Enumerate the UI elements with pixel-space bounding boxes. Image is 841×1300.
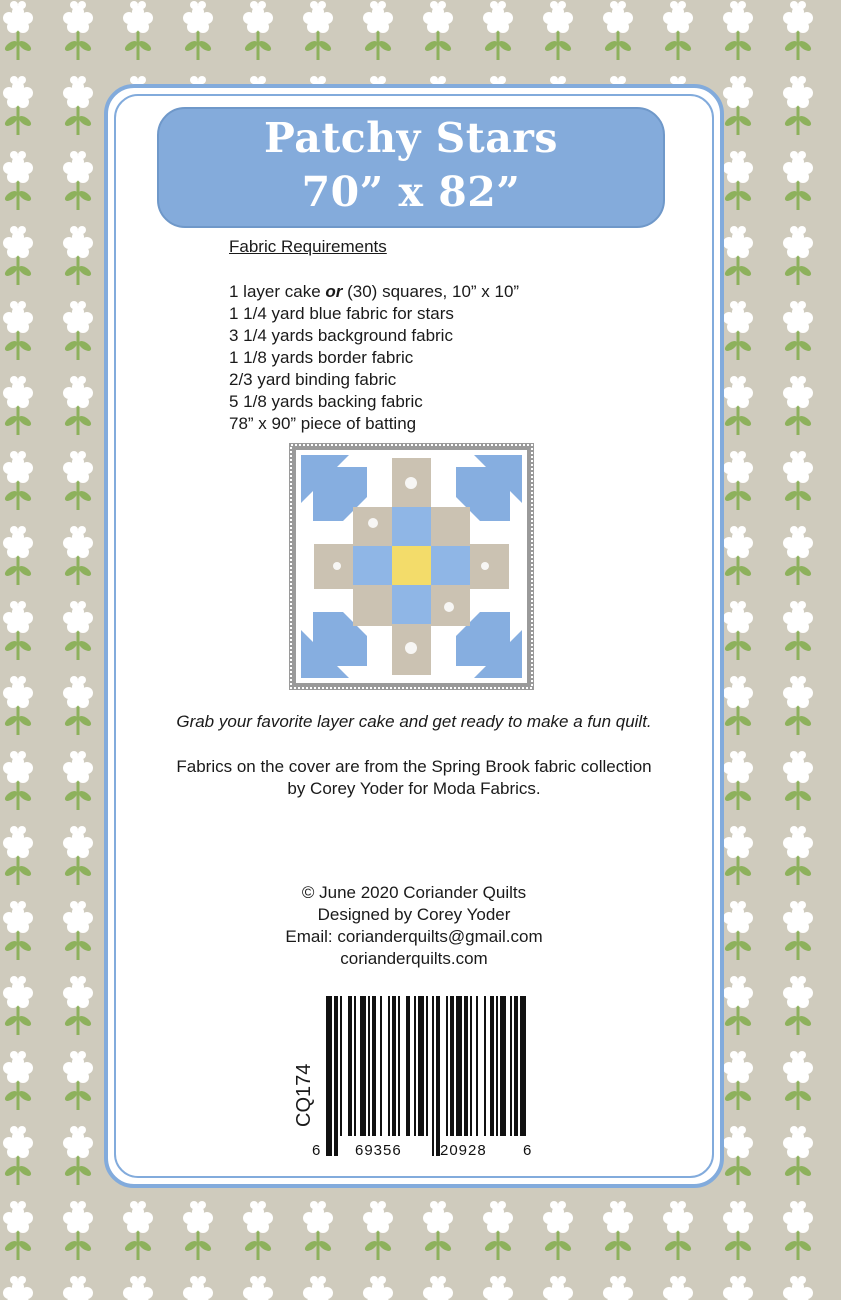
website-line: corianderquilts.com: [340, 949, 488, 968]
barcode-bar: [406, 996, 410, 1136]
requirements-list: [229, 281, 519, 435]
barcode-digits-right: 20928: [440, 1142, 487, 1159]
barcode-bar: [446, 996, 448, 1136]
barcode-bar: [464, 996, 468, 1136]
barcode-bar: [510, 996, 512, 1136]
barcode-bar: [484, 996, 486, 1136]
requirement-item: 2/3 yard binding fabric: [229, 370, 397, 389]
barcode-bar: [418, 996, 424, 1136]
barcode-bar: [388, 996, 390, 1136]
barcode-bars: [300, 996, 540, 1164]
barcode-bar: [372, 996, 376, 1136]
barcode-bar: [398, 996, 400, 1136]
barcode-bar: [354, 996, 356, 1136]
product-code: CQ174: [293, 1063, 315, 1127]
barcode-bar: [496, 996, 498, 1136]
barcode-bar: [514, 996, 518, 1136]
requirement-item: 5 1/8 yards backing fabric: [229, 392, 423, 411]
barcode-bar: [436, 996, 440, 1156]
barcode-bar: [490, 996, 494, 1136]
quilt-size: 70” x 82”: [301, 168, 521, 216]
barcode-bar: [392, 996, 396, 1136]
barcode-bar: [426, 996, 428, 1136]
requirement-item-text: 1 layer cake: [229, 282, 326, 301]
barcode-digit-first: 6: [312, 1142, 321, 1159]
requirements-heading: Fabric Requirements: [229, 237, 387, 256]
email-line: Email: corianderquilts@gmail.com: [285, 927, 543, 946]
barcode-digit-last: 6: [523, 1142, 532, 1159]
barcode-bar: [326, 996, 332, 1156]
fabric-note: [114, 756, 714, 800]
requirement-item-text: (30) squares, 10” x 10”: [342, 282, 520, 301]
barcode-bar: [380, 996, 382, 1136]
copyright-line: © June 2020 Coriander Quilts: [301, 883, 527, 902]
requirement-item: 3 1/4 yards background fabric: [229, 326, 453, 345]
barcode-bar: [348, 996, 352, 1136]
requirement-item: 1 1/4 yard blue fabric for stars: [229, 304, 454, 323]
credits: [114, 882, 714, 970]
fabric-note-line: Fabrics on the cover are from the Spring Brook fabric collection: [176, 757, 652, 776]
barcode-bar: [414, 996, 416, 1136]
barcode-bar: [340, 996, 342, 1136]
requirement-item: 78” x 90” piece of batting: [229, 414, 417, 433]
pattern-title: Patchy Stars: [264, 114, 558, 162]
barcode-bar: [456, 996, 462, 1136]
barcode-bar: [360, 996, 366, 1136]
barcode-bar: [470, 996, 472, 1136]
designer-line: Designed by Corey Yoder: [317, 905, 511, 924]
requirement-item: 1 1/8 yards border fabric: [229, 348, 414, 367]
barcode-bar: [334, 996, 338, 1156]
requirement-item: [229, 281, 519, 303]
barcode-bar: [368, 996, 370, 1136]
barcode-bar: [450, 996, 454, 1136]
barcode-digits-left: 69356: [355, 1142, 402, 1159]
barcode-bar: [520, 996, 526, 1136]
barcode-bar: [500, 996, 506, 1136]
barcode: [300, 996, 540, 1164]
requirement-or-emphasis: or: [325, 282, 343, 301]
fabric-note-line: by Corey Yoder for Moda Fabrics.: [287, 779, 541, 798]
tagline: Grab your favorite layer cake and get ready to make a fun quilt.: [176, 712, 652, 731]
quilt-block-illustration: [289, 443, 534, 690]
barcode-bar: [476, 996, 478, 1136]
barcode-bar: [432, 996, 434, 1156]
